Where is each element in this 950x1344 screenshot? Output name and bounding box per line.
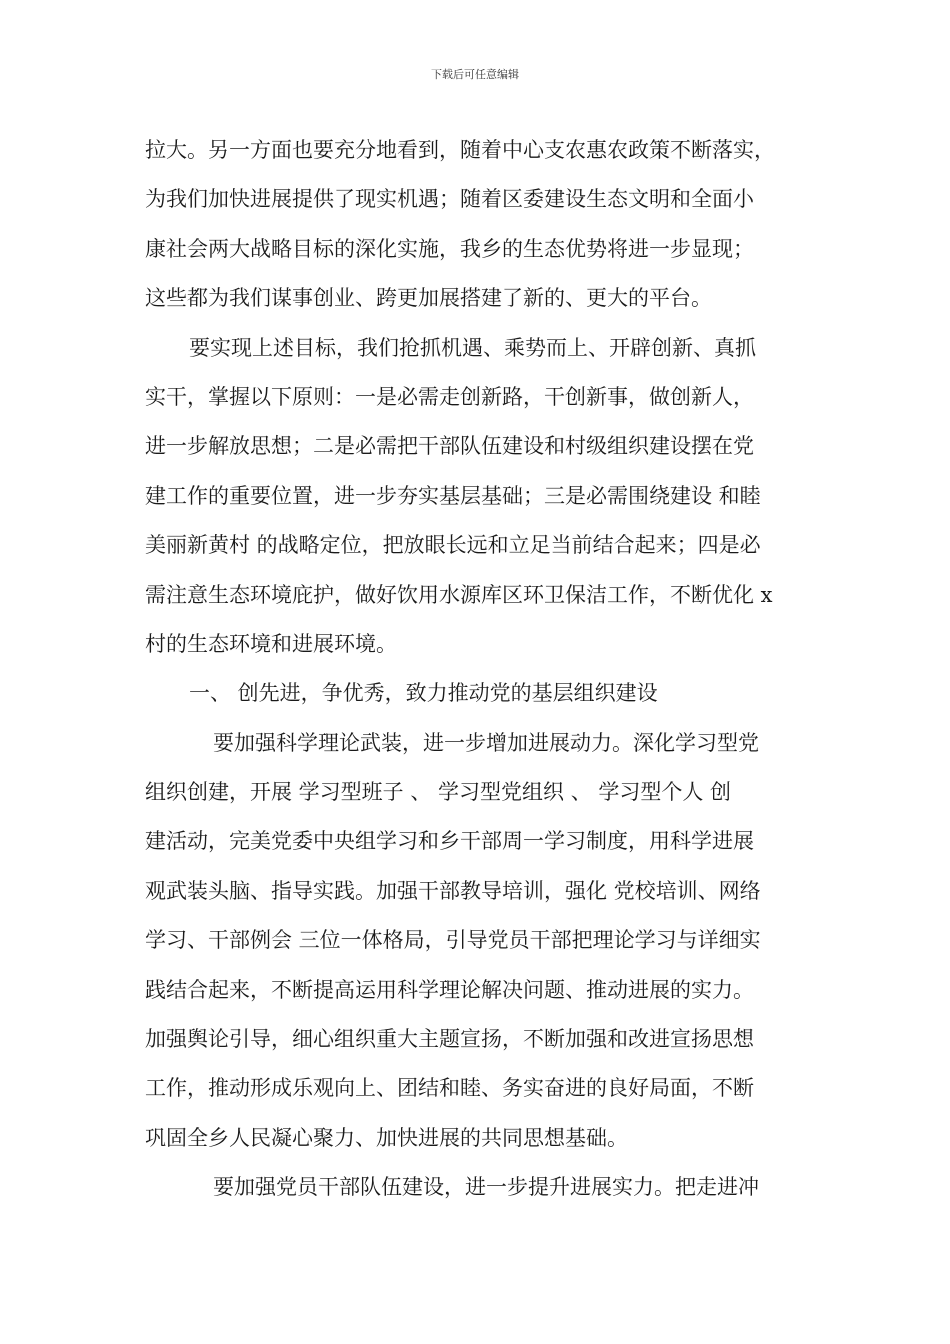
text-line: 巩固全乡人民凝心聚力、加快进展的共同思想基础。: [145, 1125, 628, 1150]
section-heading: 一、 创先进，争优秀，致力推动党的基层组织建设: [189, 681, 658, 706]
text-line: 践结合起来，不断提高运用科学理论解决问题、推动进展的实力。: [145, 977, 754, 1002]
text-line: 加强舆论引导，细心组织重大主题宣扬，不断加强和改进宣扬思想: [145, 1027, 754, 1052]
text-line: 进一步解放思想；二是必需把干部队伍建设和村级组织建设摆在党: [145, 434, 754, 459]
text-line: 这些都为我们谋事创业、跨更加展搭建了新的、更大的平台。: [145, 286, 712, 311]
text-line: 要实现上述目标，我们抢抓机遇、乘势而上、开辟创新、真抓: [189, 335, 756, 360]
text-line: 拉大。另一方面也要充分地看到，随着中心支农惠农政策不断落实，: [145, 138, 775, 162]
text-line: 要加强党员干部队伍建设，进一步提升进展实力。把走进冲: [213, 1175, 759, 1200]
text-line: 康社会两大战略目标的深化实施，我乡的生态优势将进一步显现；: [145, 236, 754, 261]
page-header: 下载后可任意编辑: [431, 68, 519, 81]
text-line: 需注意生态环境庇护，做好饮用水源库区环卫保洁工作，不断优化 x: [145, 582, 773, 607]
text-line: 实干，掌握以下原则：一是必需走创新路，干创新事，做创新人，: [145, 384, 754, 409]
text-line: 组织创建，开展 学习型班子 、 学习型党组织 、 学习型个人 创: [145, 780, 732, 805]
body-text: [145, 126, 815, 1213]
text-line: 建活动，完美党委中央组学习和乡干部周一学习制度，用科学进展: [145, 829, 754, 854]
text-line: 工作，推动形成乐观向上、团结和睦、务实奋进的良好局面，不断: [145, 1076, 754, 1101]
text-line: 学习、干部例会 三位一体格局，引导党员干部把理论学习与详细实: [145, 928, 761, 953]
text-line: 要加强科学理论武装，进一步增加进展动力。深化学习型党: [213, 730, 759, 755]
text-line: 美丽新黄村 的战略定位，把放眼长远和立足当前结合起来；四是必: [145, 533, 761, 558]
text-line: 村的生态环境和进展环境。: [145, 631, 397, 656]
text-line: 建工作的重要位置，进一步夯实基层基础；三是必需围绕建设 和睦: [145, 483, 761, 508]
text-line: 为我们加快进展提供了现实机遇；随着区委建设生态文明和全面小: [145, 187, 754, 212]
text-line: 观武装头脑、指导实践。加强干部教导培训，强化 党校培训、网络: [145, 878, 761, 903]
